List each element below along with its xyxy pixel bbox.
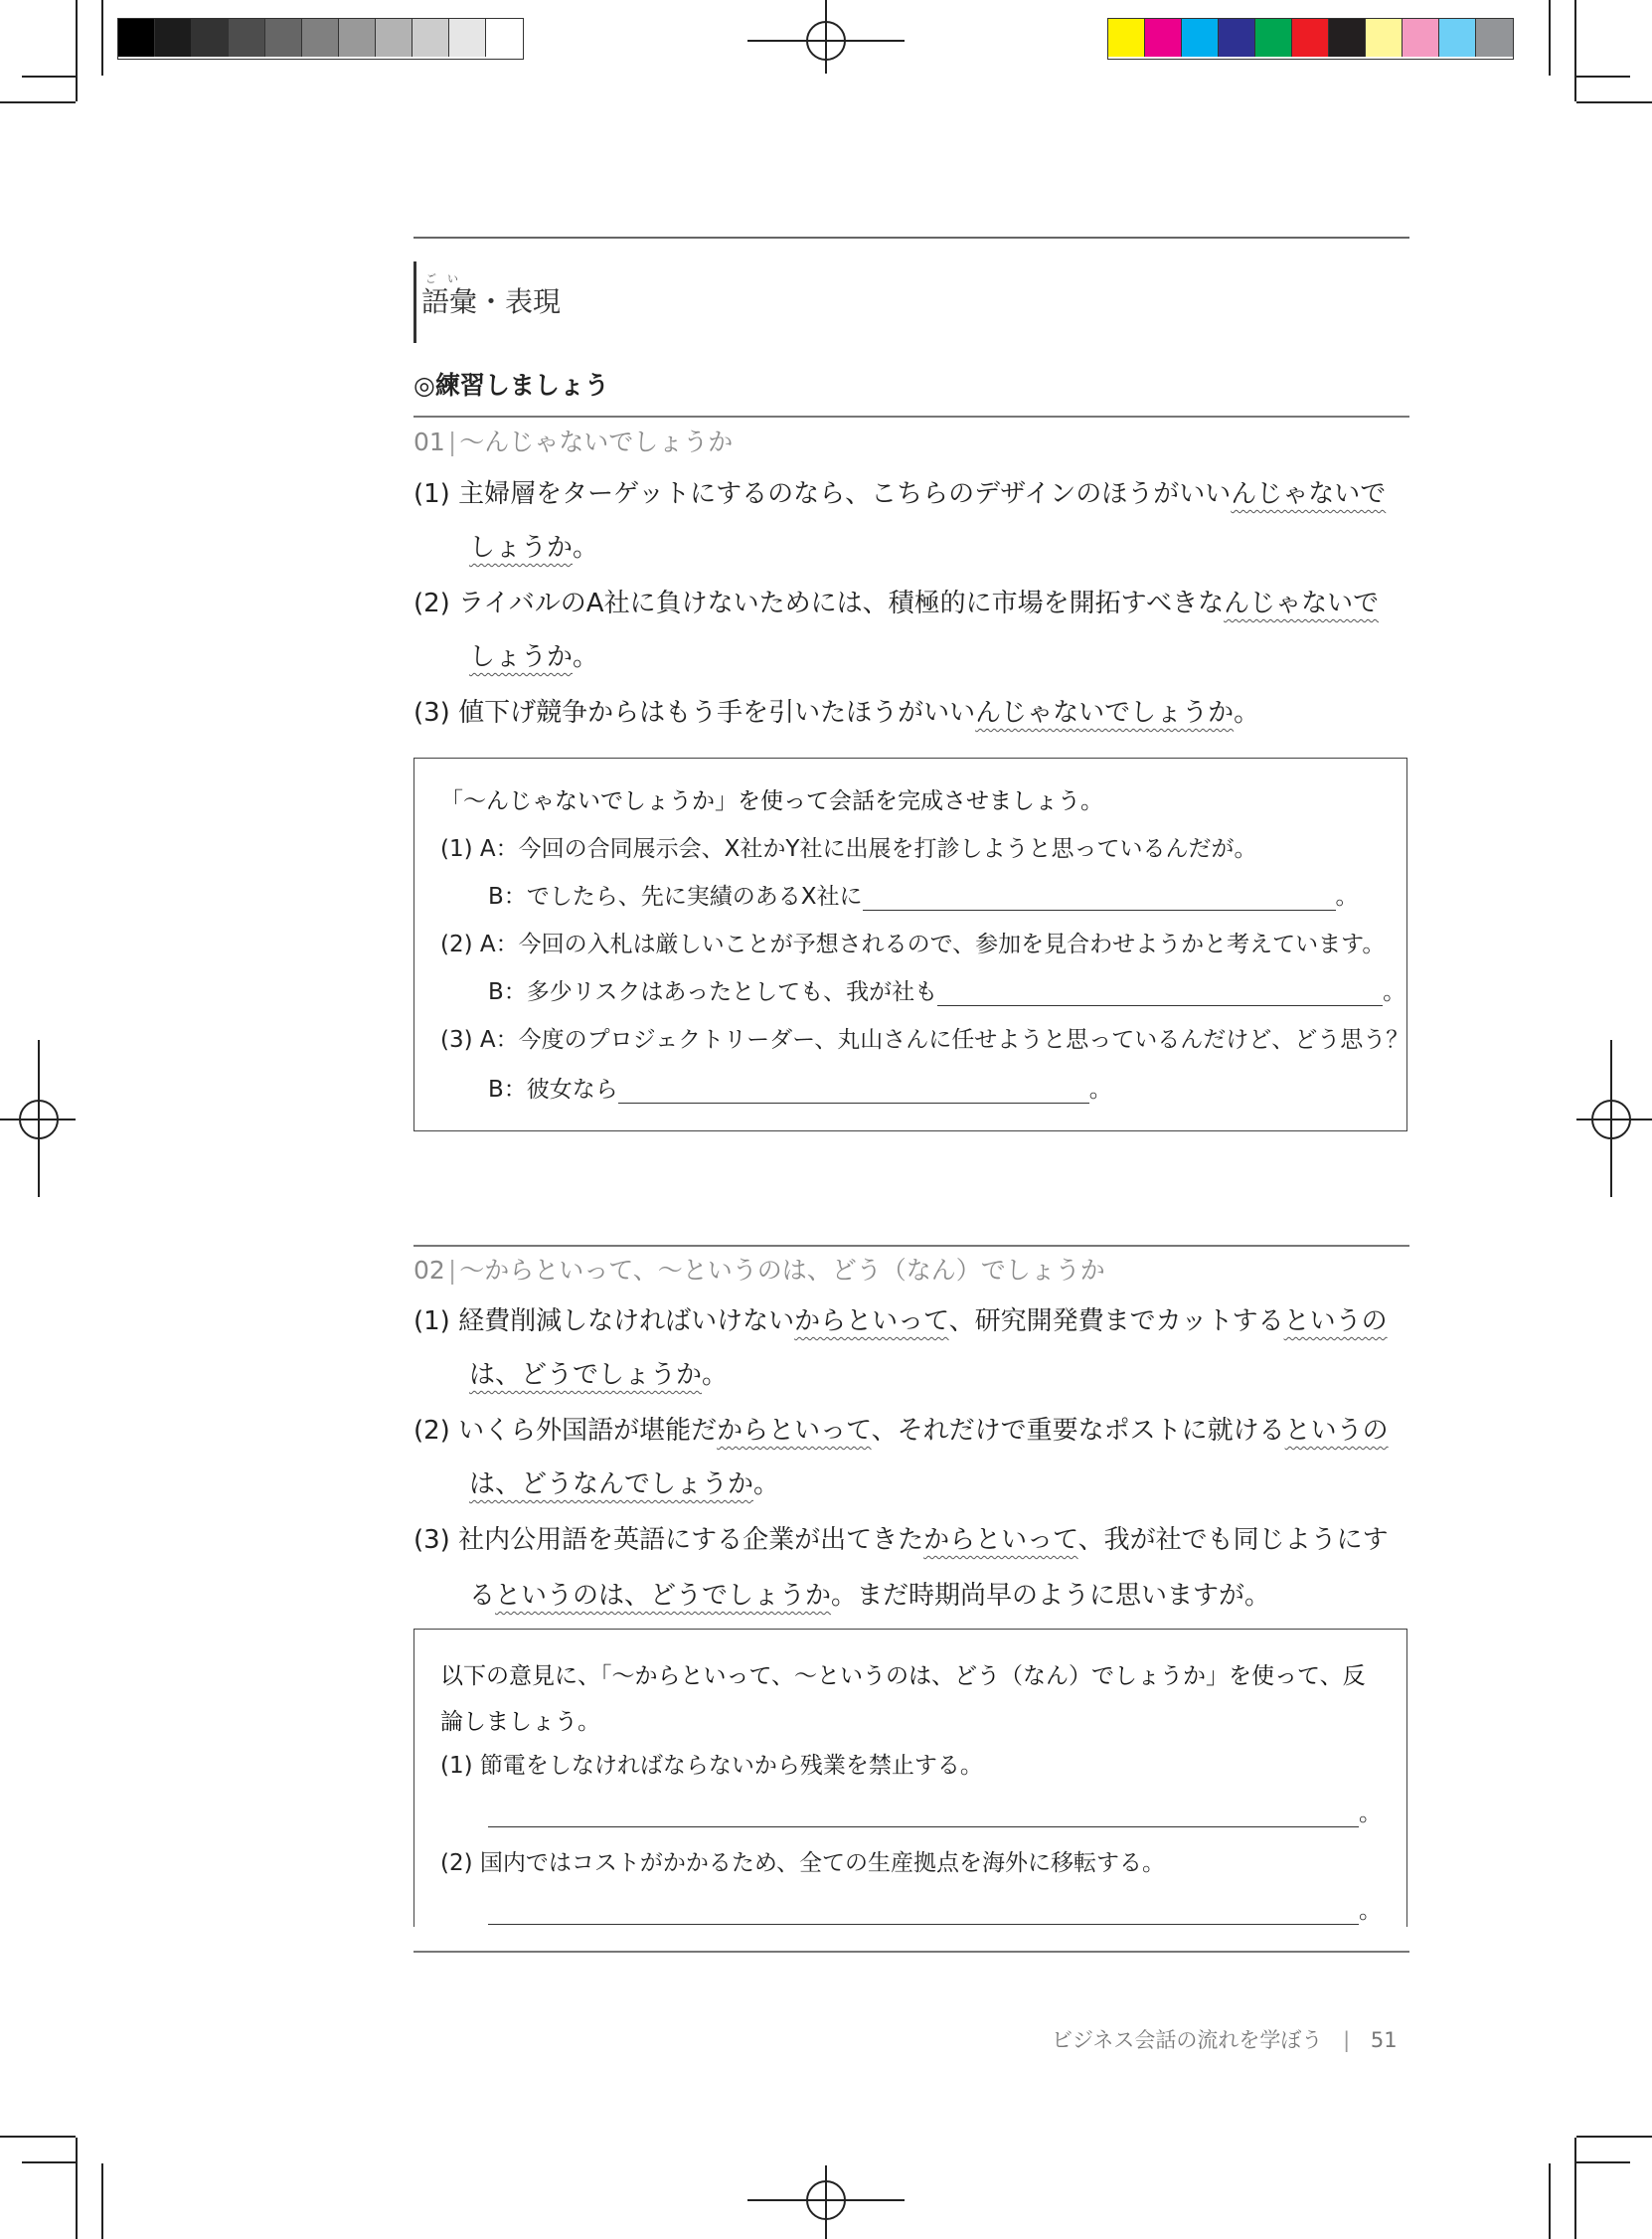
part1-pattern: 〜んじゃないでしょうか: [459, 428, 734, 456]
color-swatch: [339, 19, 376, 57]
example-number: (1): [413, 479, 450, 509]
highlighted-pattern: は、どうでしょうか: [469, 1360, 703, 1390]
section-title: 語彙・表現: [421, 285, 562, 318]
color-swatch: [1255, 19, 1292, 57]
practice-heading: ◎練習しましょう: [413, 371, 609, 400]
process-color-bar: [1107, 18, 1514, 60]
crop-mark: [76, 0, 78, 101]
part2-example-2: (2) いくら外国語が堪能だからといって、それだけで重要なポストに就けるというの: [413, 1416, 1389, 1446]
part1-heading: 01 | 〜んじゃないでしょうか: [413, 428, 734, 456]
example-text: 値下げ競争からはもう手を引いたほうがいい: [458, 698, 976, 728]
color-swatch: [1182, 19, 1219, 57]
example-number: (3): [413, 698, 450, 728]
crop-mark: [1549, 2163, 1551, 2239]
crop-mark: [1574, 2138, 1576, 2239]
answer-blank[interactable]: [488, 1801, 1359, 1827]
part2-example-2-cont: は、どうなんでしょうか。: [469, 1469, 780, 1499]
footer-title: ビジネス会話の流れを学ぼう: [1052, 2028, 1323, 2052]
color-swatch: [1329, 19, 1366, 57]
exercise-item-2-answer: 。: [488, 1892, 1382, 1925]
example-text: 主婦層をターゲットにするのなら、こちらのデザインのほうがいい: [458, 479, 1232, 509]
highlighted-pattern: んじゃないで: [1224, 589, 1380, 618]
part1-example-2-cont: しょうか。: [469, 642, 599, 672]
highlighted-pattern: というのは、どうでしょうか: [495, 1581, 832, 1611]
color-swatch: [1219, 19, 1255, 57]
color-swatch: [1292, 19, 1329, 57]
answer-blank[interactable]: [863, 884, 1336, 911]
example-text: ライバルのA社に負けないためには、積極的に市場を開拓すべきな: [458, 589, 1225, 618]
part1-exercise-box: [413, 758, 1407, 1131]
registration-mark-icon: [806, 2180, 846, 2220]
exercise-item-2: (2) 国内ではコストがかかるため、全ての生産拠点を海外に移転する。: [440, 1850, 1165, 1876]
part2-number: 02: [413, 1256, 445, 1285]
color-swatch: [1439, 19, 1476, 57]
part1-example-2: [413, 585, 1379, 622]
crop-mark: [101, 2163, 103, 2239]
exercise-item-3-b: B：彼女なら 。: [488, 1077, 1112, 1103]
crop-mark: [1574, 0, 1576, 101]
registration-mark-icon: [19, 1100, 59, 1139]
registration-mark-icon: [1591, 1100, 1631, 1139]
highlighted-pattern: は、どうなんでしょうか: [469, 1469, 754, 1499]
exercise-instruction: 論しましょう。: [440, 1709, 600, 1735]
crop-mark: [1576, 2136, 1652, 2138]
exercise-instruction: 以下の意見に、「〜からといって、〜というのは、どう（なん）でしょうか」を使って、反: [440, 1663, 1366, 1689]
exercise-item-1: (1) 節電をしなければならないから残業を禁止する。: [440, 1753, 983, 1779]
color-swatch: [1476, 19, 1513, 57]
crop-mark: [22, 2161, 78, 2163]
exercise-item-2-b: B：多少リスクはあったとしても、我が社も 。: [488, 979, 1406, 1005]
answer-blank[interactable]: [488, 1898, 1359, 1925]
part2-heading: 02 | 〜からといって、〜というのは、どう（なん）でしょうか: [413, 1256, 1105, 1285]
part2-example-3: (3) 社内公用語を英語にする企業が出てきたからといって、我が社でも同じようにす: [413, 1525, 1389, 1555]
section-bar: [413, 261, 416, 343]
exercise-item-1-b: B：でしたら、先に実績のあるX社に 。: [488, 884, 1359, 910]
page-footer: ビジネス会話の流れを学ぼう | 51: [1052, 2028, 1398, 2052]
color-swatch: [302, 19, 339, 57]
color-swatch: [118, 19, 155, 57]
color-swatch: [1366, 19, 1403, 57]
answer-blank[interactable]: [618, 1077, 1089, 1104]
part2-rule: [413, 1245, 1409, 1247]
highlighted-pattern: からといって: [717, 1416, 872, 1446]
example-number: (1): [413, 1306, 450, 1336]
color-swatch: [155, 19, 192, 57]
crop-mark: [1576, 101, 1652, 103]
color-swatch: [1403, 19, 1439, 57]
highlighted-pattern: からといって: [794, 1306, 949, 1336]
highlighted-pattern: んじゃないでしょうか: [975, 698, 1235, 728]
color-swatch: [192, 19, 229, 57]
part1-number: 01: [413, 428, 445, 456]
crop-mark: [101, 0, 103, 76]
crop-mark: [0, 2136, 76, 2138]
color-swatch: [1108, 19, 1145, 57]
part1-rule: [413, 416, 1409, 418]
example-number: (2): [413, 1416, 450, 1446]
part2-exercise-box: [413, 1629, 1407, 1927]
part2-example-1: (1) 経費削減しなければいけないからといって、研究開発費までカットするというの: [413, 1306, 1388, 1336]
color-swatch: [486, 19, 523, 57]
color-swatch: [229, 19, 265, 57]
example-number: (2): [413, 589, 450, 618]
crop-mark: [22, 76, 78, 78]
part1-example-1-cont: しょうか。: [469, 533, 599, 563]
answer-blank[interactable]: [937, 979, 1383, 1006]
highlighted-pattern: というの: [1284, 1416, 1389, 1446]
part2-example-1-cont: は、どうでしょうか。: [469, 1360, 729, 1390]
exercise-item-2-a: (2) A：今回の入札は厳しいことが予想されるので、参加を見合わせようかと考えています。: [440, 932, 1386, 957]
color-swatch: [413, 19, 449, 57]
crop-mark: [1574, 76, 1630, 78]
registration-mark-icon: [806, 21, 846, 61]
crop-mark: [1549, 0, 1551, 76]
exercise-instruction: 「〜んじゃないでしょうか」を使って会話を完成させましょう。: [440, 788, 1103, 814]
exercise-item-1-answer: 。: [488, 1795, 1382, 1827]
color-swatch: [376, 19, 413, 57]
highlighted-pattern: というの: [1283, 1306, 1388, 1336]
color-swatch: [265, 19, 302, 57]
crop-mark: [1574, 2161, 1630, 2163]
page-number: 51: [1370, 2028, 1398, 2052]
exercise-item-1-a: (1) A：今回の合同展示会、X社かY社に出展を打診しようと思っているんだが。: [440, 836, 1257, 862]
highlighted-pattern: からといって: [923, 1525, 1078, 1555]
crop-mark: [0, 101, 76, 103]
part1-example-1: [413, 475, 1386, 513]
top-rule: [413, 237, 1409, 239]
crop-mark: [76, 2138, 78, 2239]
example-number: (3): [413, 1525, 450, 1555]
highlighted-pattern: しょうか: [469, 642, 574, 672]
color-swatch: [449, 19, 486, 57]
exercise-item-3-a: (3) A：今度のプロジェクトリーダー、丸山さんに任せようと思っているんだけど、どう思う？: [440, 1027, 1409, 1053]
highlighted-pattern: んじゃないで: [1231, 479, 1387, 509]
color-swatch: [1145, 19, 1182, 57]
grayscale-color-bar: [117, 18, 524, 60]
section-ruby: ご い: [425, 272, 458, 285]
part2-example-3-cont: るというのは、どうでしょうか。まだ時期尚早のように思いますが。: [469, 1581, 1271, 1611]
part1-example-3: (3) 値下げ競争からはもう手を引いたほうがいいんじゃないでしょうか。: [413, 698, 1260, 728]
bottom-rule: [413, 1951, 1409, 1953]
part2-pattern: 〜からといって、〜というのは、どう（なん）でしょうか: [459, 1256, 1105, 1285]
highlighted-pattern: しょうか: [469, 533, 574, 563]
